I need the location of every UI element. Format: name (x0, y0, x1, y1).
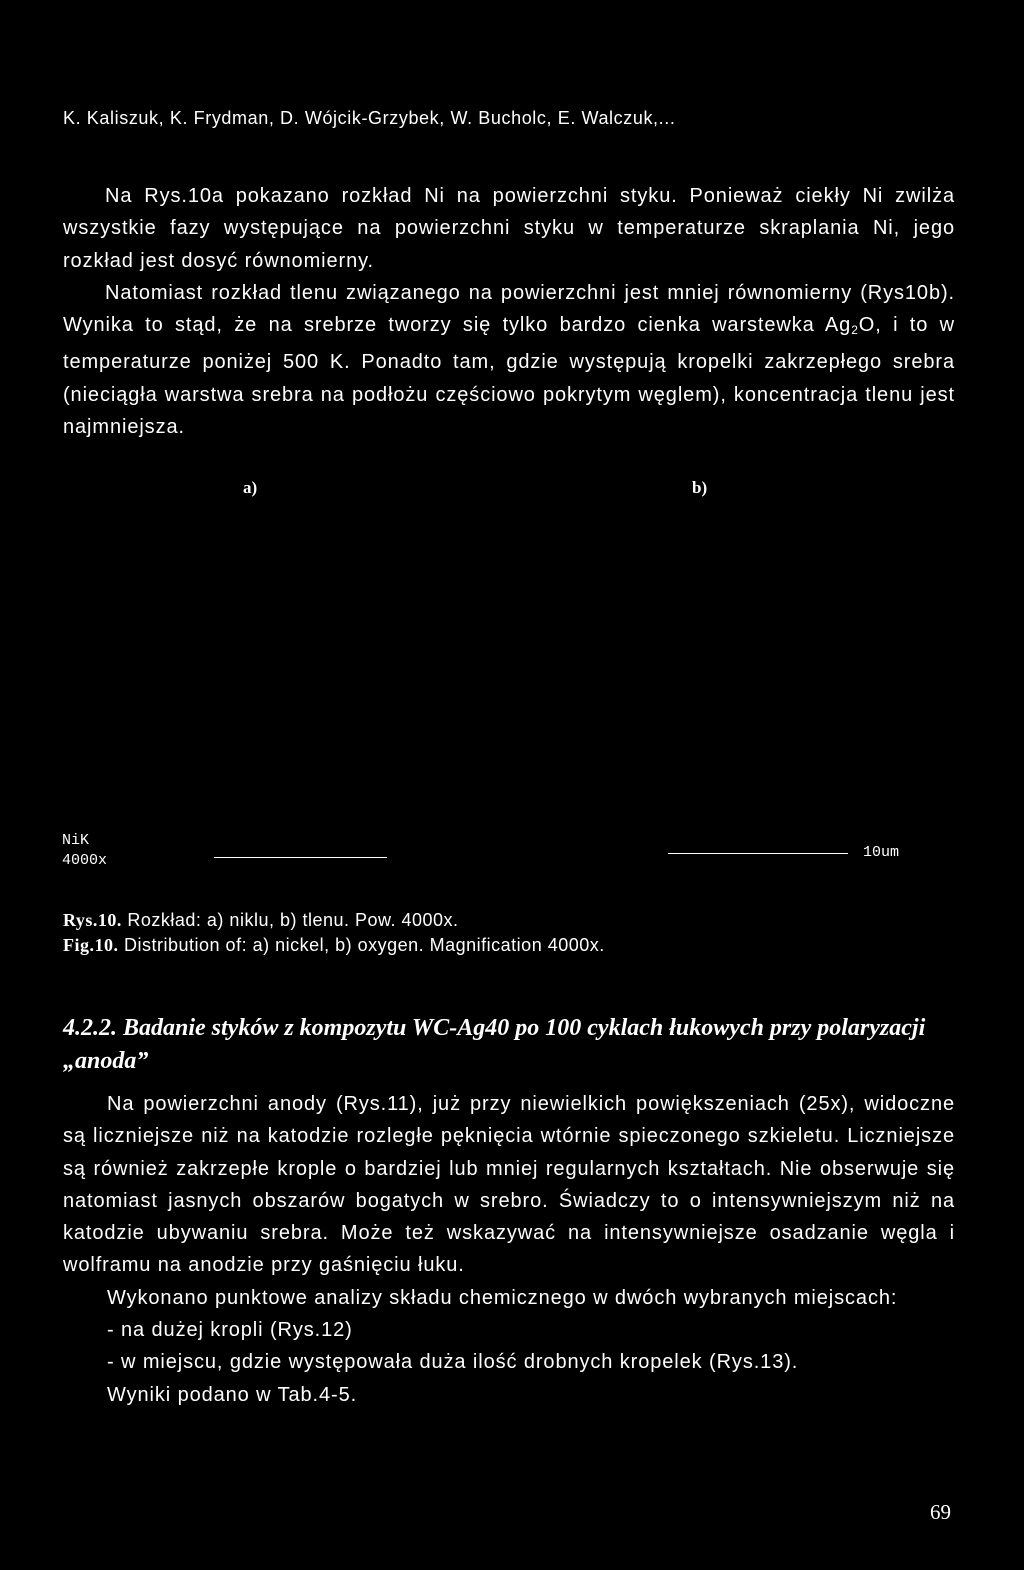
analysis-intro: Wykonano punktowe analizy składu chemicznego w dwóch wybranych miejscach: (107, 1286, 898, 1309)
scale-bar-b (668, 853, 848, 854)
section-heading (63, 1012, 955, 1078)
subscript-2: 2 (851, 323, 859, 338)
results-note: Wyniki podano w Tab.4-5. (107, 1383, 358, 1406)
running-header: K. Kaliszuk, K. Frydman, D. Wójcik-Grzybek, W. Bucholc, E. Walczuk,... (63, 108, 676, 128)
sentence-2-part-2: O, i to w temperaturze poniżej 500 K. Ponadto tam, gdzie występują kropelki zakrzepłego srebra (nieciągła warstwa srebra na podłożu częściowo pokrytym węglem), koncentracja tlenu jest najmniejsza. (63, 314, 955, 439)
page-number: 69 (930, 1500, 951, 1524)
paragraph-sentence-1: Na Rys.10a pokazano rozkład Ni na powierzchni styku. Ponieważ ciekły Ni zwilża wszystkie fazy występujące na powierzchni styku w temperaturze skraplania Ni, jego rozkład jest dosyć równomierny. (63, 185, 955, 272)
sem-micrograph-area (62, 502, 962, 820)
caption-fig-text: Distribution of: a) nickel, b) oxygen. Magnification 4000x. (124, 935, 605, 955)
section-title: Badanie styków z kompozytu WC-Ag40 po 100 cyklach łukowych przy polaryzacji „anoda” (63, 1015, 926, 1074)
figure-label-b: b) (692, 478, 708, 497)
caption-fig-label: Fig.10. (63, 935, 119, 955)
scale-bar-a (214, 857, 387, 858)
figure-caption (63, 908, 605, 958)
figure-label-a: a) (243, 478, 258, 497)
bullet-item-1: - na dużej kropli (Rys.12) (107, 1319, 353, 1342)
magnification-label: 4000x (62, 852, 108, 869)
element-label: NiK (62, 832, 90, 849)
scale-label: 10um (863, 844, 900, 861)
section-number: 4.2.2. (63, 1015, 117, 1041)
anode-paragraph-text: Na powierzchni anody (Rys.11), już przy niewielkich powiększeniach (25x), widoczne są liczniejsze niż na katodzie rozległe pęknięcia wtórnie spieczonego szkieletu. Liczniejsze są również zakrzepłe krople o bardziej lub mniej regularnych kształtach. Nie obserwuje się natomiast jasnych obszarów bogatych w srebro. Świadczy to o intensywniejszym niż na katodzie ubywaniu srebra. Może też wskazywać na intensywniejsze osadzanie węgla i wolframu na anodzie przy gaśnięciu łuku. (63, 1093, 955, 1277)
micrograph-annotation (62, 831, 107, 871)
bullet-item-2: - w miejscu, gdzie występowała duża ilość drobnych kropelek (Rys.13). (107, 1351, 799, 1374)
caption-english (63, 933, 605, 958)
caption-polish (63, 908, 605, 933)
sentence-2-part-1: Natomiast rozkład tlenu związanego na powierzchni jest mniej równomierny (Rys10b). Wynika to stąd, że na srebrze tworzy się tylko bardzo cienka warstewka Ag (63, 281, 955, 337)
caption-rys-text: Rozkład: a) niklu, b) tlenu. Pow. 4000x. (127, 910, 459, 930)
paragraph-sentence-2 (63, 277, 955, 443)
paragraph-ni-distribution (63, 180, 955, 443)
paragraph-anode (63, 1088, 955, 1411)
caption-rys-label: Rys.10. (63, 910, 122, 930)
